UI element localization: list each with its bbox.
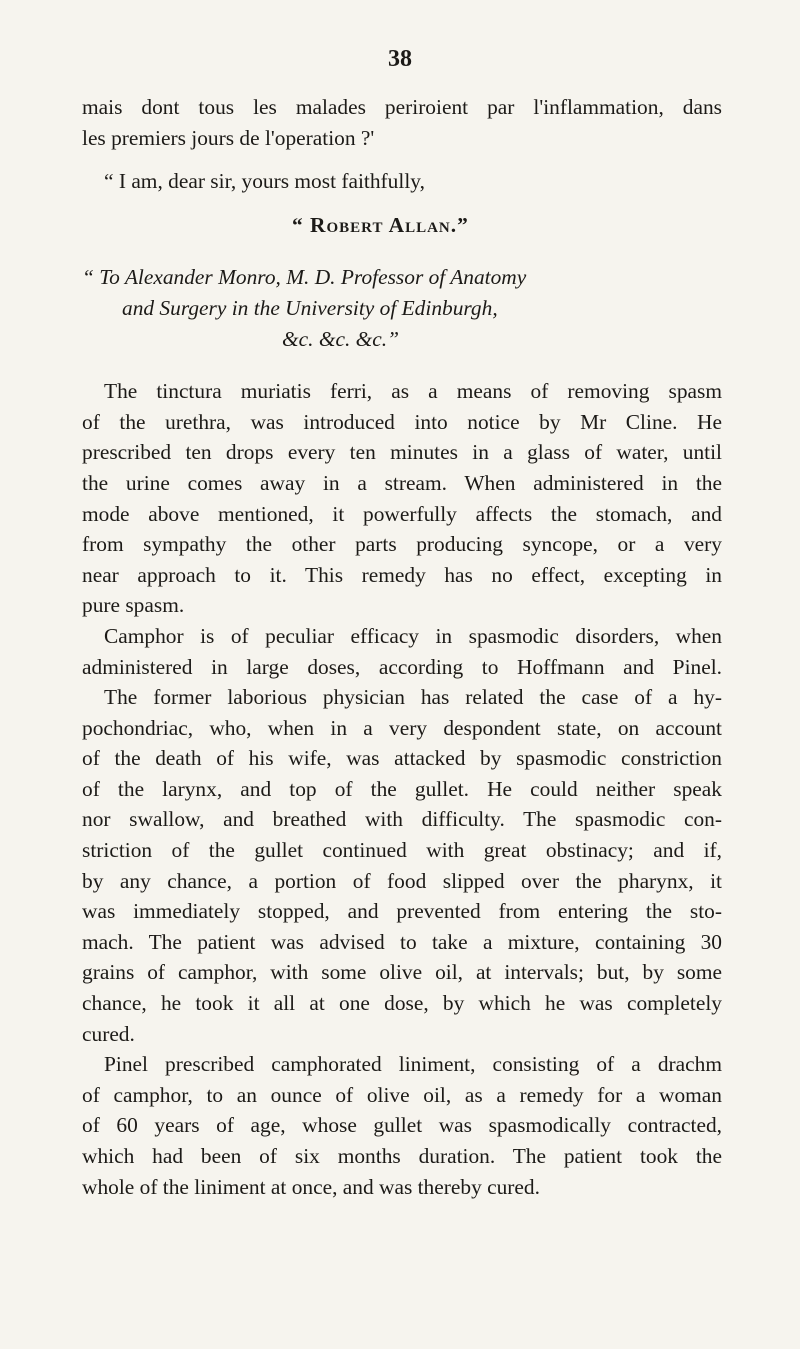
paragraph-line: The tinctura muriatis ferri, as a means of removing spasm: [104, 379, 722, 404]
paragraph-line: grains of camphor, with some olive oil, at intervals; but, by some: [82, 960, 722, 985]
paragraph-line: of the urethra, was introduced into notice by Mr Cline. He: [82, 409, 722, 434]
paragraph-line: of the larynx, and top of the gullet. He could neither speak: [82, 776, 722, 801]
paragraph-line: striction of the gullet continued with great obstinacy; and if,: [82, 838, 722, 863]
paragraph-camphor: [82, 621, 722, 682]
page-number: 38: [388, 46, 412, 72]
paragraph-hypochondriac-case: [82, 682, 722, 1049]
paragraph-line: of camphor, to an ounce of olive oil, as a remedy for a woman: [82, 1082, 722, 1107]
paragraph-tinctura: [82, 376, 722, 621]
paragraph-line: near approach to it. This remedy has no effect, excepting in: [82, 562, 722, 587]
paragraph-line: which had been of six months duration. The patient took the: [82, 1144, 722, 1168]
paragraph-line: chance, he took it all at one dose, by which he was completely: [82, 991, 722, 1016]
paragraph-line: of the death of his wife, was attacked by spasmodic constriction: [82, 746, 722, 771]
paragraph-line: pochondriac, who, when in a very despondent state, on account: [82, 715, 722, 740]
letter-end-line-1: mais dont tous les malades periroient par l'inflammation, dans: [82, 95, 722, 119]
paragraph-line: mach. The patient was advised to take a mixture, containing 30: [82, 929, 722, 954]
addressee-line-2: and Surgery in the University of Edinburgh,: [122, 295, 498, 320]
addressee-line-3: &c. &c. &c.”: [282, 326, 400, 351]
paragraph-line: of 60 years of age, whose gullet was spasmodically contracted,: [82, 1113, 722, 1138]
paragraph-line: mode above mentioned, it powerfully affects the stomach, and: [82, 501, 722, 526]
paragraph-line: by any chance, a portion of food slipped over the pharynx, it: [82, 868, 722, 893]
paragraph-pinel-liniment: [82, 1049, 722, 1202]
paragraph-line: The former laborious physician has related the case of a hy-: [104, 685, 722, 710]
paragraph-line: was immediately stopped, and prevented from entering the sto-: [82, 899, 722, 924]
paragraph-line: Camphor is of peculiar efficacy in spasmodic disorders, when: [104, 623, 722, 648]
paragraph-line: the urine comes away in a stream. When administered in the: [82, 470, 722, 495]
letter-end-line-2: les premiers jours de l'operation ?': [82, 125, 375, 150]
paragraph-line: administered in large doses, according to Hoffmann and Pinel.: [82, 654, 722, 679]
paragraph-line: pure spasm.: [82, 593, 185, 618]
paragraph-line: from sympathy the other parts producing syncope, or a very: [82, 532, 722, 557]
page-body: [82, 92, 722, 1202]
paragraph-line: cured.: [82, 1021, 135, 1046]
letter-signature: “ Robert Allan.”: [292, 212, 469, 237]
paragraph-line: Pinel prescribed camphorated liniment, consisting of a drachm: [104, 1052, 722, 1077]
paragraph-line: whole of the liniment at once, and was thereby cured.: [82, 1174, 540, 1199]
paragraph-line: nor swallow, and breathed with difficulty. The spasmodic con-: [82, 807, 722, 832]
letter-closing: “ I am, dear sir, yours most faithfully,: [104, 169, 425, 194]
paragraph-line: prescribed ten drops every ten minutes in a glass of water, until: [82, 440, 722, 465]
addressee-line-1: “ To Alexander Monro, M. D. Professor of Anatomy: [82, 265, 527, 290]
